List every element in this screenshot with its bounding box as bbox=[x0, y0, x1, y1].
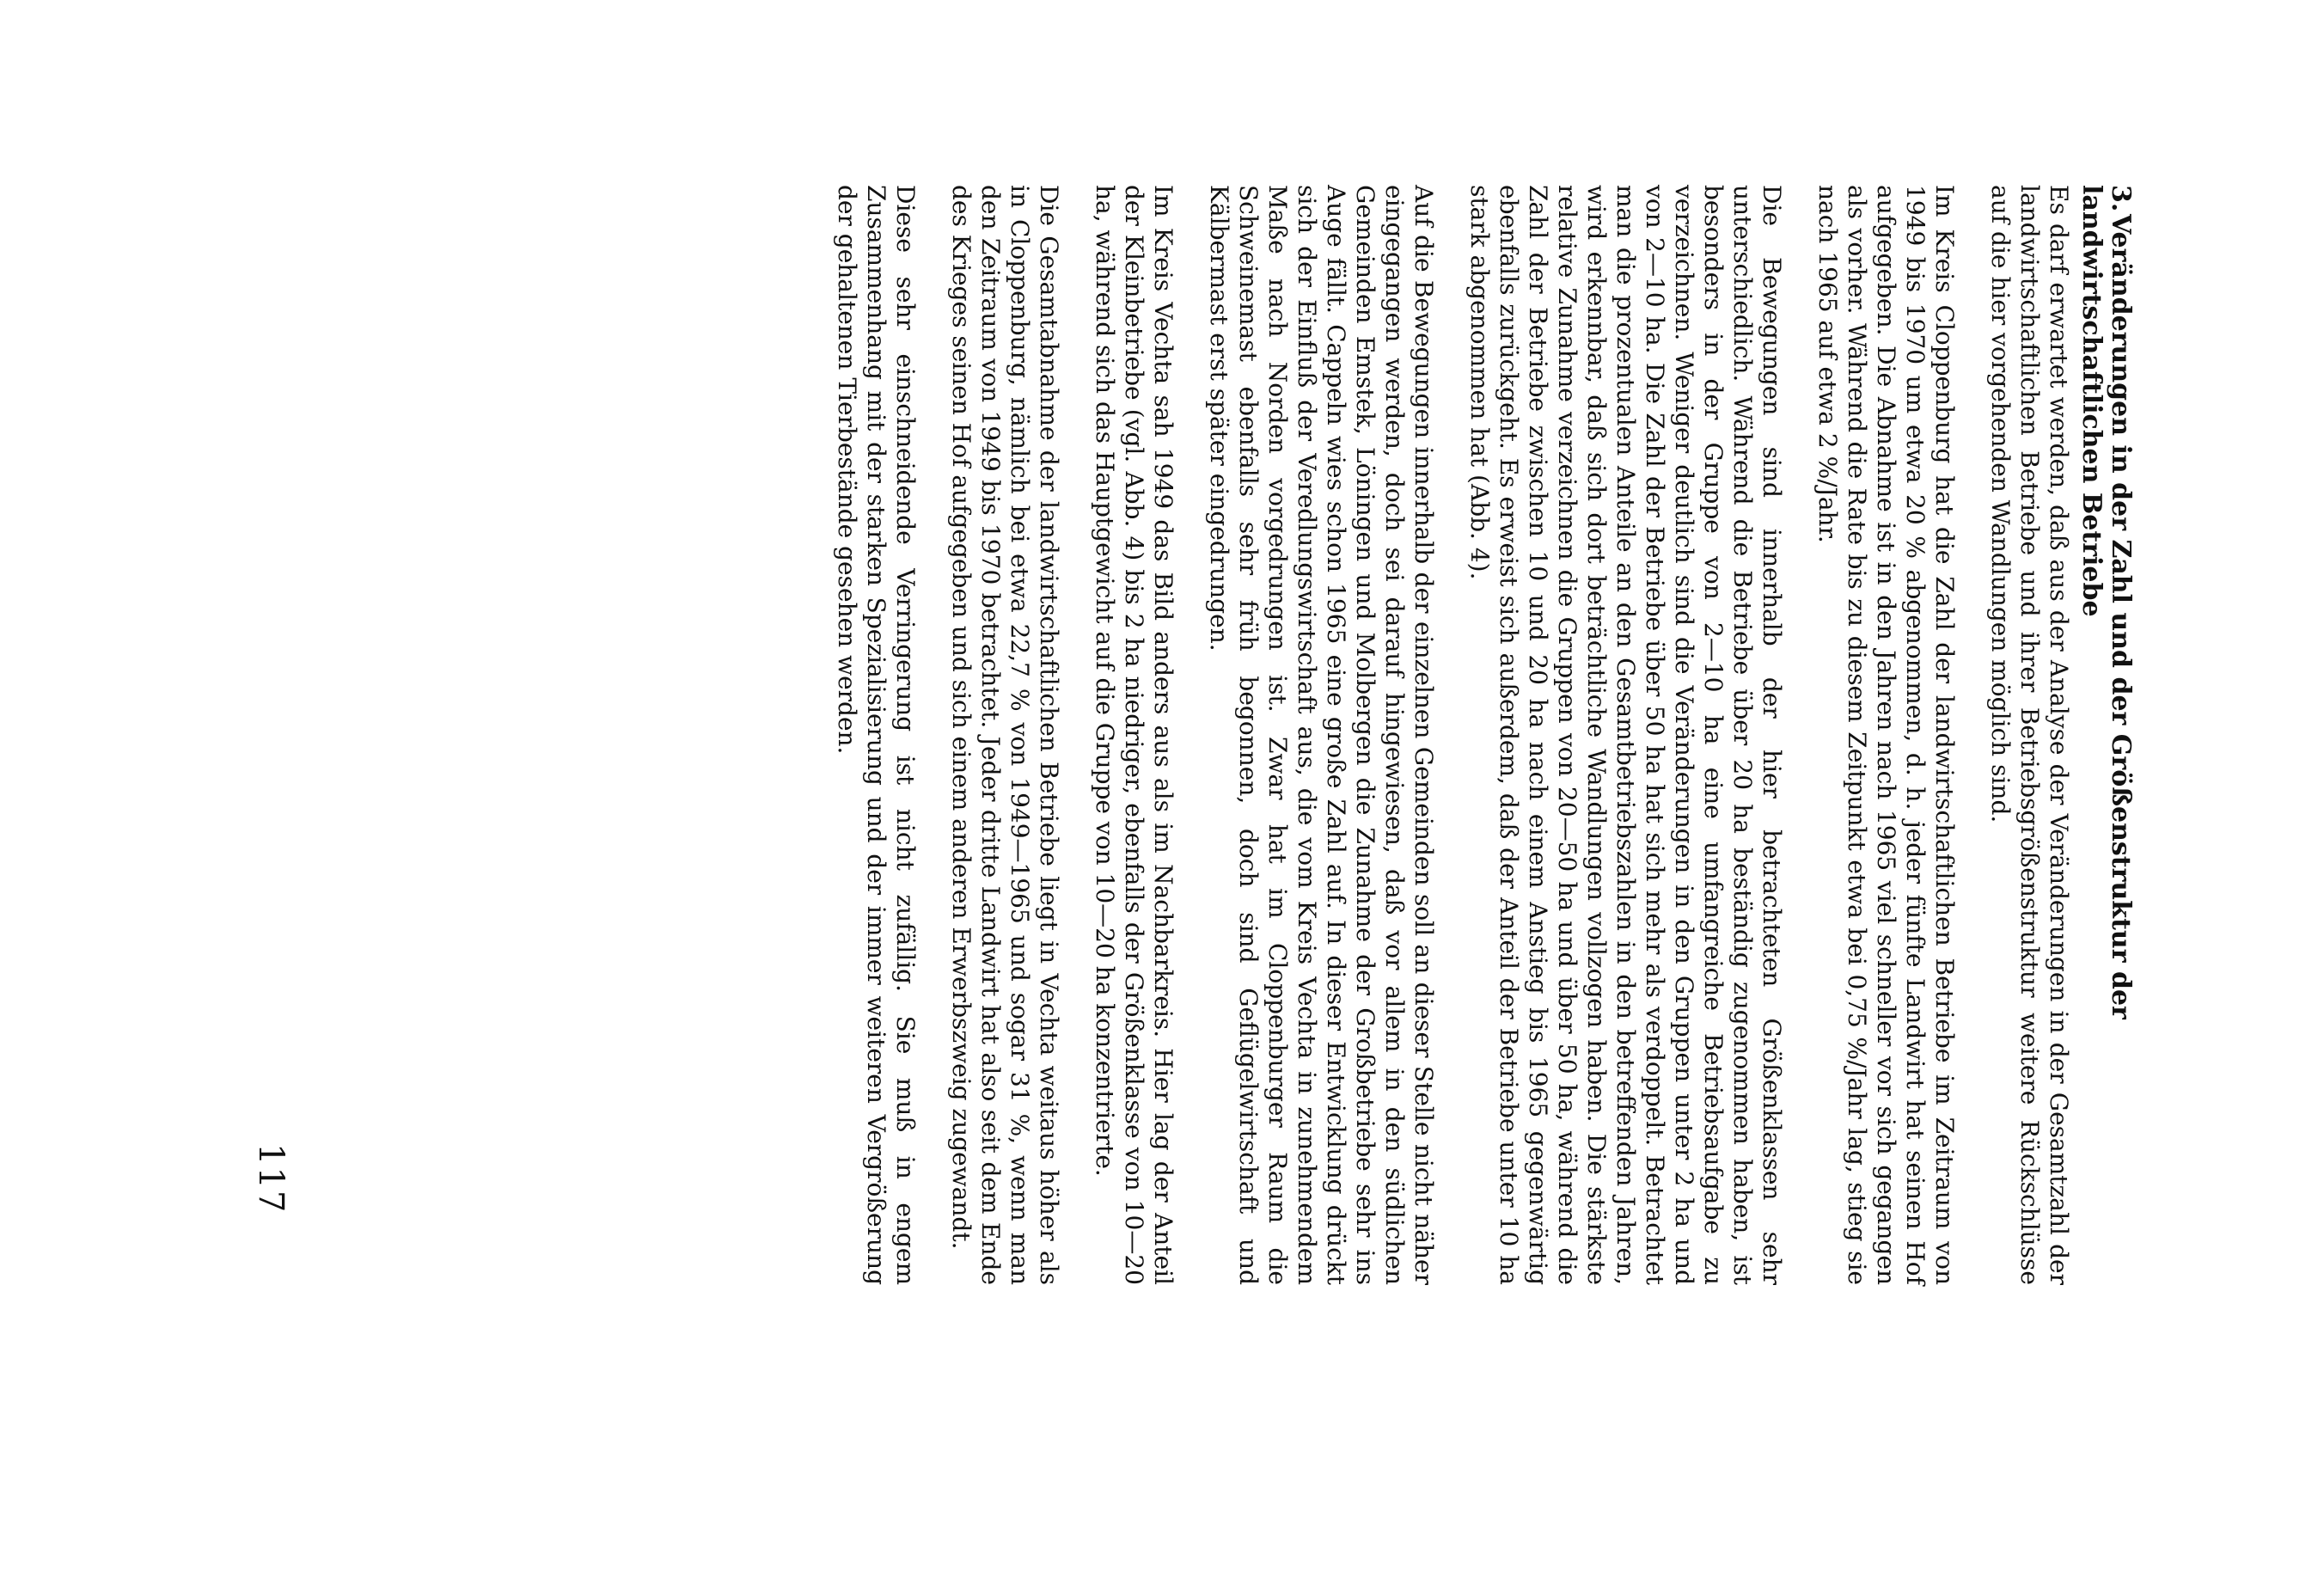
paragraph-intro: Es darf erwartet werden, daß aus der Analyse der Veränderungen in der Gesamtzahl der landwirtschaftlichen Betriebe und ihrer Betriebsgrößenstruktur weitere Rückschlüsse auf die hier vorgehenden Wandlungen möglich sind. bbox=[1986, 185, 2073, 1285]
paragraph-vechta-1949: Im Kreis Vechta sah 1949 das Bild anders aus als im Nachbarkreis. Hier lag der Anteil der Kleinbetriebe (vgl. Abb. 4) bis 2 ha niedriger, ebenfalls der Größenklasse von 10—20 ha, während sich das Hauptgewicht auf die Gruppe von 10—20 ha konzentrierte. bbox=[1091, 185, 1177, 1285]
paragraph-municipalities: Auf die Bewegungen innerhalb der einzelnen Gemeinden soll an dieser Stelle nicht näher eingegangen werden, doch sei darauf hingewiesen, daß vor allem in den südlichen Gemeinden Emstek, Löningen und Molbergen die Zunahme der Großbetriebe sehr ins Auge fällt. Cappeln wies schon 1965 eine große Zahl auf. In dieser Entwicklung drückt sich der Einfluß der Veredlungswirtschaft aus, die vom Kreis Vechta in zunehmendem Maße nach Norden vorgedrungen ist. Zwar hat im Cloppenburger Raum die Schweinemast ebenfalls sehr früh begonnen, doch sind Geflügelwirtschaft und Kälbermast erst später eingedrungen. bbox=[1205, 185, 1438, 1285]
paragraph-vechta-decline: Die Gesamtabnahme der landwirtschaftlichen Betriebe liegt in Vechta weitaus höher als in Cloppenburg, nämlich bei etwa 22,7 % von 1949—1965 und sogar 31 %, wenn man den Zeitraum von 1949 bis 1970 betrachtet. Jeder dritte Landwirt hat also seit dem Ende des Krieges seinen Hof aufgegeben und sich einem anderen Erwerbszweig zugewandt. bbox=[947, 185, 1063, 1285]
section-heading bbox=[2076, 185, 2135, 1285]
paragraph-specialisation: Diese sehr einschneidende Verringerung ist nicht zufällig. Sie muß in engem Zusammenhang mit der starken Spezialisierung und der immer weiteren Vergrößerung der gehaltenen Tierbestände gesehen werden. bbox=[833, 185, 920, 1285]
section-number: 3. bbox=[2106, 185, 2136, 212]
text-column bbox=[805, 185, 2135, 1285]
paragraph-cloppenburg-total: Im Kreis Cloppenburg hat die Zahl der landwirtschaftlichen Betriebe im Zeitraum von 1949 bis 1970 um etwa 20 % abgenommen, d. h. jeder fünfte Landwirt hat seinen Hof aufgegeben. Die Abnahme ist in den Jahren nach 1965 viel schneller vor sich gegangen als vorher. Während die Rate bis zu diesem Zeitpunkt etwa bei 0,75 %/Jahr lag, stieg sie nach 1965 auf etwa 2 %/Jahr. bbox=[1813, 185, 1959, 1285]
paragraph-size-classes: Die Bewegungen sind innerhalb der hier betrachteten Größenklassen sehr unterschiedlich. Während die Betriebe über 20 ha beständig zugenommen haben, ist besonders in der Gruppe von 2—10 ha eine umfangreiche Betriebsaufgabe zu verzeichnen. Weniger deutlich sind die Veränderungen in den Gruppen unter 2 ha und von 2—10 ha. Die Zahl der Betriebe über 50 ha hat sich mehr als verdoppelt. Betrachtet man die prozentualen Anteile an den Gesamtbetriebszahlen in den betreffenden Jahren, wird erkennbar, daß sich dort beträchtliche Wandlungen vollzogen haben. Die stärkste relative Zunahme verzeichnen die Gruppen von 20—50 ha und über 50 ha, während die Zahl der Betriebe zwischen 10 und 20 ha nach einem Anstieg bis 1965 gegenwärtig ebenfalls zurückgeht. Es erweist sich außerdem, daß der Anteil der Betriebe unter 10 ha stark abgenommen hat (Abb. 4). bbox=[1465, 185, 1786, 1285]
section-title: Veränderungen in der Zahl und der Größenstruktur der landwirtschaftlichen Betriebe bbox=[2076, 185, 2136, 1019]
page-number: 117 bbox=[251, 1143, 290, 1215]
